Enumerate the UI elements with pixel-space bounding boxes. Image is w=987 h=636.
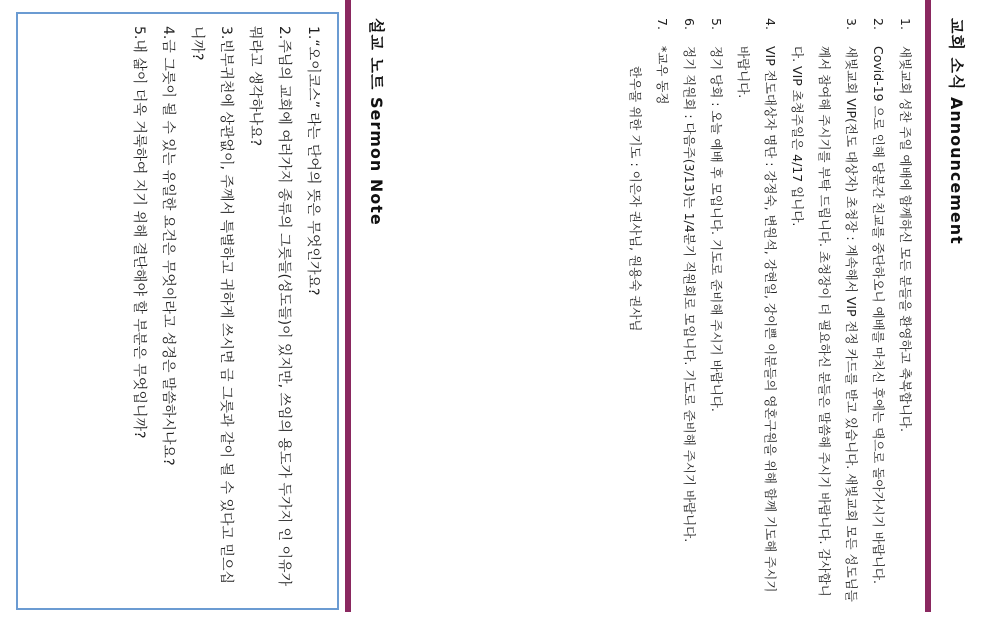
announcement-item-number: 1. bbox=[898, 18, 913, 30]
announcement-item bbox=[676, 18, 703, 608]
announcement-item bbox=[784, 18, 865, 608]
announcement-item-subtext: 한우물 위한 기도 : 이은자 권사님, 원용숙 권사님 bbox=[628, 66, 643, 332]
sermon-note-box bbox=[16, 12, 339, 610]
announcement-item-number: 5. bbox=[709, 18, 724, 30]
sermon-question: 4.금 그릇이 될 수 있는 유일한 요건은 무엇이라고 성경은 말씀하시나요? bbox=[160, 26, 176, 466]
sermon-title-bar bbox=[345, 0, 351, 612]
announcement-item-text: 새빛교회 VIP(전도 대상자) 초청장 : 계속해서 VIP 전정 카드를 받고 있습니다. 새빛교회 모든 성도님들께서 참여해 주시기를 부탁 드립니다. 초청장이 더 필요하신 분들은 말씀해 주시기 바랍니다. 감사합니다. VIP 초청주일은 4/17 입니다. bbox=[790, 46, 859, 602]
sermon-question: 5.내 삶이 더욱 거룩하여 지기 위해 결단해야 할 부분은 무엇입니까? bbox=[131, 26, 147, 439]
announcement-item bbox=[730, 18, 784, 608]
sermon-question: 3.빈부귀천에 상관없이, 주께서 특별하고 귀하게 쓰시면 금 그릇과 같이 될 수 있다고 믿으십니까? bbox=[189, 26, 234, 585]
announcement-item-text: Covid-19 으로 인해 당분간 친교를 중단하오니 예배를 마치신 후에는 댁으로 돌아가시기 바랍니다. bbox=[871, 46, 886, 584]
announcement-item bbox=[703, 18, 730, 608]
announcement-list bbox=[622, 18, 919, 608]
sermon-title: 설교 노트 Sermon Note bbox=[367, 18, 386, 226]
announcement-item-number: 2. bbox=[871, 18, 886, 30]
announcement-item-text: 정기 직원회 : 다음주(3/13)는 1/4분기 직원회로 모입니다. 기도로 준비해 주시기 바랍니다. bbox=[682, 46, 697, 543]
announcement-title-bar bbox=[925, 0, 931, 612]
announcement-item-text: *교우 동정 bbox=[655, 46, 670, 105]
sermon-question: 1.“오이코스” 라는 단어의 뜻은 무엇인가요? bbox=[305, 26, 321, 296]
announcement-item bbox=[622, 18, 676, 608]
sermon-question: 2.주님의 교회에 여러가지 종류의 그릇들(성도들)이 있지만, 쓰임의 용도가 두가지 인 이유가 뭐라고 생각하나요? bbox=[247, 26, 292, 587]
announcement-item-number: 6. bbox=[682, 18, 697, 30]
announcement-item-number: 4. bbox=[763, 18, 778, 30]
announcement-item-text: 새빛교회 성찬 주일 예배에 함께하신 모든 분들을 환영하고 축복합니다. bbox=[898, 46, 913, 432]
announcement-title: 교회 소식 Announcement bbox=[947, 18, 966, 245]
announcement-item-number: 3. bbox=[844, 18, 859, 30]
announcement-item bbox=[892, 18, 919, 608]
announcement-item bbox=[865, 18, 892, 608]
announcement-item-number: 7. bbox=[655, 18, 670, 30]
announcement-item-text: 정기 당회 : 오늘 예배 후 모입니다. 기도로 준비해 주시기 바랍니다. bbox=[709, 46, 724, 412]
announcement-item-text: VIP 전도대상자 명단 : 강정숙, 변원석, 강현일, 강이쁜 이분들의 영혼구원을 위해 함께 기도해 주시기 바랍니다. bbox=[736, 46, 778, 593]
